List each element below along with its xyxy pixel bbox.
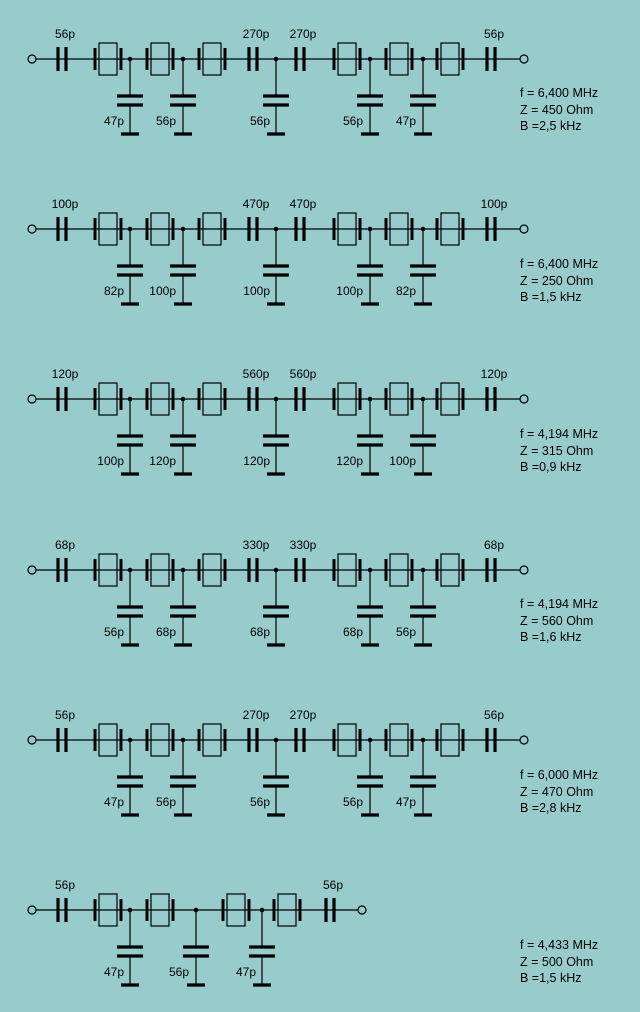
- filter-6-bandwidth: B =1,5 kHz: [520, 971, 582, 985]
- capacitor-value: 120p: [480, 367, 508, 381]
- capacitor-value: 47p: [103, 114, 124, 128]
- capacitor-value: 100p: [149, 284, 176, 298]
- terminal: [28, 736, 36, 744]
- capacitor-value: 56p: [249, 795, 270, 809]
- capacitor-value: 100p: [51, 197, 79, 211]
- capacitor-value: 68p: [342, 625, 363, 639]
- capacitor-value: 56p: [249, 114, 270, 128]
- capacitor-value: 82p: [103, 284, 124, 298]
- filter-1-circuit: [28, 27, 528, 134]
- filter-3-impedance: Z = 315 Ohm: [520, 443, 594, 458]
- filter-1-impedance: Z = 450 Ohm: [520, 102, 594, 117]
- capacitor-value: 68p: [483, 538, 505, 552]
- filter-4-circuit: [28, 538, 528, 645]
- capacitor-value: 560p: [289, 367, 317, 381]
- capacitor-value: 56p: [342, 795, 363, 809]
- capacitor-value: 270p: [289, 708, 317, 722]
- capacitor-value: 82p: [395, 284, 416, 298]
- terminal: [28, 55, 36, 63]
- capacitor-value: 47p: [103, 965, 124, 979]
- filter-6-impedance: Z = 500 Ohm: [520, 954, 594, 969]
- capacitor-value: 47p: [103, 795, 124, 809]
- capacitor-value: 100p: [243, 284, 270, 298]
- capacitor-value: 56p: [395, 625, 416, 639]
- capacitor-value: 330p: [242, 538, 270, 552]
- capacitor-value: 56p: [342, 114, 363, 128]
- filter-3-frequency: f = 4,194 MHz: [520, 427, 599, 441]
- capacitor-value: 56p: [155, 114, 176, 128]
- terminal: [520, 736, 528, 744]
- capacitor-value: 470p: [242, 197, 270, 211]
- filter-4-frequency: f = 4,194 MHz: [520, 597, 599, 611]
- filter-4-bandwidth: B =1,6 kHz: [520, 630, 582, 644]
- terminal: [28, 225, 36, 233]
- capacitor-value: 68p: [249, 625, 270, 639]
- capacitor-value: 56p: [103, 625, 124, 639]
- filter-4-impedance: Z = 560 Ohm: [520, 613, 594, 628]
- filter-6-info: [520, 937, 638, 987]
- filter-2-impedance: Z = 250 Ohm: [520, 273, 594, 288]
- capacitor-value: 56p: [483, 708, 505, 722]
- terminal: [28, 566, 36, 574]
- capacitor-value: 270p: [242, 708, 270, 722]
- filter-1-frequency: f = 6,400 MHz: [520, 86, 599, 100]
- filter-1-bandwidth: B =2,5 kHz: [520, 119, 582, 133]
- filter-4-info: [520, 596, 638, 646]
- capacitor-value: 120p: [149, 454, 176, 468]
- capacitor-value: 68p: [54, 538, 76, 552]
- filter-3-bandwidth: B =0,9 kHz: [520, 460, 582, 474]
- capacitor-value: 270p: [289, 27, 317, 41]
- capacitor-value: 56p: [54, 878, 76, 892]
- filter-5-info: [520, 767, 638, 817]
- capacitor-value: 100p: [389, 454, 416, 468]
- capacitor-value: 56p: [155, 795, 176, 809]
- capacitor-value: 100p: [480, 197, 508, 211]
- capacitor-value: 560p: [242, 367, 270, 381]
- filter-6-circuit: [28, 878, 366, 985]
- filter-2-frequency: f = 6,400 MHz: [520, 257, 599, 271]
- filter-1-info: [520, 85, 638, 135]
- capacitor-value: 56p: [54, 27, 76, 41]
- capacitor-value: 100p: [97, 454, 124, 468]
- terminal: [520, 225, 528, 233]
- capacitor-value: 47p: [235, 965, 256, 979]
- capacitor-value: 470p: [289, 197, 317, 211]
- capacitor-value: 68p: [155, 625, 176, 639]
- terminal: [28, 906, 36, 914]
- capacitor-value: 47p: [395, 114, 416, 128]
- capacitor-value: 56p: [168, 965, 189, 979]
- capacitor-value: 56p: [322, 878, 344, 892]
- filter-3-info: [520, 426, 638, 476]
- terminal: [520, 395, 528, 403]
- filter-2-circuit: [28, 197, 528, 304]
- terminal: [520, 55, 528, 63]
- capacitor-value: 56p: [54, 708, 76, 722]
- capacitor-value: 330p: [289, 538, 317, 552]
- filter-5-circuit: [28, 708, 528, 815]
- filter-3-circuit: [28, 367, 528, 474]
- filter-6-frequency: f = 4,433 MHz: [520, 938, 599, 952]
- terminal: [358, 906, 366, 914]
- capacitor-value: 120p: [243, 454, 270, 468]
- capacitor-value: 270p: [242, 27, 270, 41]
- filter-5-frequency: f = 6,000 MHz: [520, 768, 599, 782]
- capacitor-value: 100p: [336, 284, 363, 298]
- terminal: [520, 566, 528, 574]
- filter-2-info: [520, 256, 638, 306]
- filter-5-bandwidth: B =2,8 kHz: [520, 801, 582, 815]
- capacitor-value: 47p: [395, 795, 416, 809]
- terminal: [28, 395, 36, 403]
- capacitor-value: 120p: [336, 454, 363, 468]
- capacitor-value: 56p: [483, 27, 505, 41]
- filter-5-impedance: Z = 470 Ohm: [520, 784, 594, 799]
- filter-2-bandwidth: B =1,5 kHz: [520, 290, 582, 304]
- capacitor-value: 120p: [51, 367, 79, 381]
